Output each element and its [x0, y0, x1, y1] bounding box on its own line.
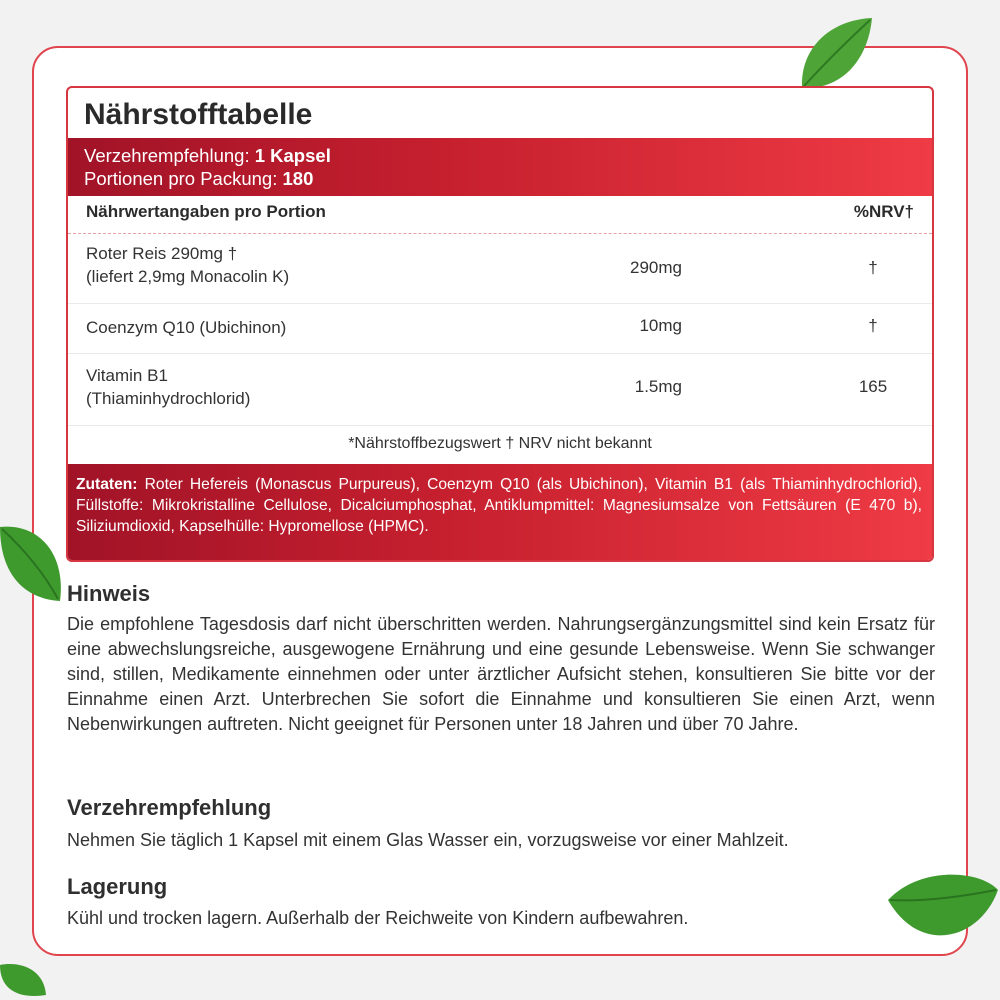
ingredients-box [68, 464, 932, 560]
row-name-line1: Roter Reis 290mg † [86, 244, 238, 263]
table-title: Nährstofftabelle [84, 98, 313, 131]
row-amount: 290mg [630, 258, 682, 277]
row-name-line2: (liefert 2,9mg Monacolin K) [86, 267, 290, 286]
serving-info [68, 138, 932, 196]
portions-value: 180 [282, 168, 314, 189]
leaf-left-icon [0, 515, 70, 605]
row-name [86, 316, 286, 339]
nutrition-table [66, 86, 934, 562]
row-name-line1: Vitamin B1 [86, 366, 168, 385]
leaf-top-right-icon [790, 8, 880, 98]
portions-line [84, 167, 932, 190]
row-nrv: † [868, 258, 878, 277]
table-row [68, 354, 932, 426]
row-nrv: 165 [858, 377, 888, 396]
serving-value: 1 Kapsel [254, 145, 331, 166]
row-nrv: † [868, 316, 878, 335]
hinweis-text: Die empfohlene Tagesdosis darf nicht überschritten werden. Nahrungsergänzungsmittel sind kein Ersatz für eine abwechslungsreiche, ausgewogene Ernährung und eine gesunde Lebensweise. Wenn Sie schwanger sind, stillen, Medikamente einnehmen oder unter ärztlicher Aufsicht stehen, konsultieren Sie bitte vor der Einnahme einen Arzt. Unterbrechen Sie sofort die Einnahme und konsultieren Sie einen Arzt, wenn Nebenwirkungen auftreten. Nicht geeignet für Personen unter 18 Jahren und über 70 Jahre. [67, 614, 935, 734]
table-header [68, 196, 932, 234]
row-name-line2: (Thiaminhydrochlorid) [86, 389, 251, 408]
table-footnote: *Nährstoffbezugswert † NRV nicht bekannt [348, 435, 652, 452]
table-row [68, 304, 932, 354]
row-name [86, 364, 250, 410]
row-amount: 1.5mg [634, 377, 682, 396]
portions-label: Portionen pro Packung: [84, 168, 278, 189]
hinweis-heading: Hinweis [67, 581, 151, 606]
lagerung-text: Kühl und trocken lagern. Außerhalb der Reichweite von Kindern aufbewahren. [67, 908, 689, 928]
header-nrv: %NRV† [853, 202, 914, 221]
verzehr-text: Nehmen Sie täglich 1 Kapsel mit einem Glas Wasser ein, vorzugsweise vor einer Mahlzeit. [67, 830, 789, 850]
verzehr-heading: Verzehrempfehlung [67, 795, 272, 820]
header-name: Nährwertangaben pro Portion [86, 202, 326, 221]
ingredients-label: Zutaten: [76, 476, 138, 493]
lagerung-heading: Lagerung [67, 874, 168, 899]
row-name-line1: Coenzym Q10 (Ubichinon) [86, 318, 287, 337]
row-amount: 10mg [639, 316, 682, 335]
serving-line [84, 144, 932, 167]
serving-label: Verzehrempfehlung: [84, 145, 250, 166]
row-name [86, 242, 289, 288]
ingredients-text: Roter Hefereis (Monascus Purpureus), Coenzym Q10 (als Ubichinon), Vitamin B1 (als Thiaminhydrochlorid), Füllstoffe: Mikrokristalline Cellulose, Dicalciumphosphat, Antiklumpmittel: Magnesiumsalze von Fettsäuren (E 470 b), Siliziumdioxid, Kapselhülle: Hypromellose (HPMC). [76, 476, 922, 535]
table-row [68, 234, 932, 304]
leaf-bottom-left-icon [0, 955, 50, 1000]
